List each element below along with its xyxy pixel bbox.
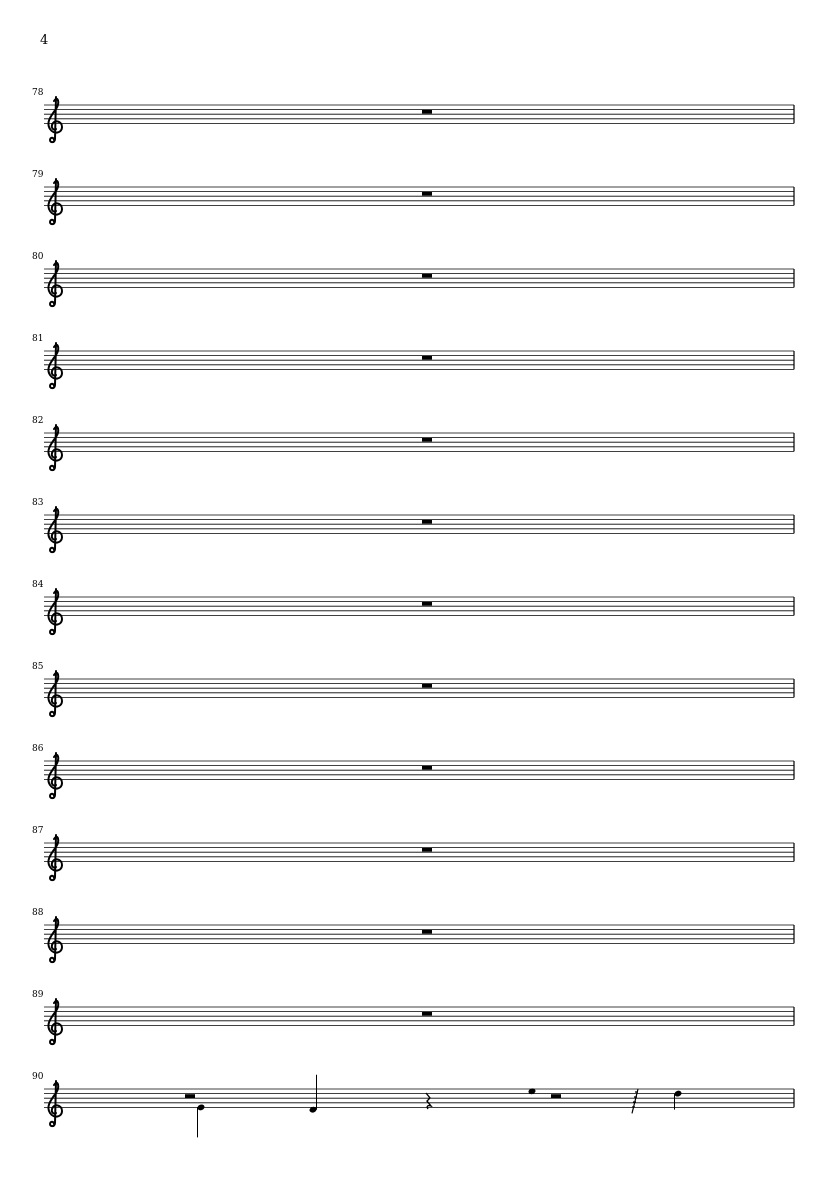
measure-number: 81	[32, 334, 44, 344]
staff	[0, 334, 835, 404]
measure-number: 82	[32, 416, 44, 426]
staff-system	[0, 580, 835, 650]
treble-clef-icon	[48, 999, 62, 1044]
staff	[0, 88, 835, 158]
whole-rest-icon	[422, 356, 432, 360]
measure-number: 85	[32, 662, 44, 672]
staff	[0, 252, 835, 322]
treble-clef-icon	[48, 425, 62, 470]
measure-number: 88	[32, 908, 44, 918]
measure-number: 79	[32, 170, 44, 180]
treble-clef-icon	[48, 261, 62, 306]
treble-clef-icon	[48, 589, 62, 634]
measure-number: 90	[32, 1072, 44, 1082]
sixty-fourth-rest-icon	[632, 1089, 638, 1113]
whole-rest-icon	[422, 848, 432, 852]
treble-clef-icon	[48, 753, 62, 798]
page-number: 4	[40, 33, 49, 48]
whole-rest-icon	[422, 274, 432, 278]
measure-number: 80	[32, 252, 44, 262]
staff-system	[0, 334, 835, 404]
staff-system	[0, 662, 835, 732]
measure-number: 89	[32, 990, 44, 1000]
whole-rest-icon	[422, 110, 432, 114]
measure-number: 83	[32, 498, 44, 508]
measure-number: 86	[32, 744, 44, 754]
staff-system	[0, 170, 835, 240]
treble-clef-icon	[48, 507, 62, 552]
treble-clef-icon	[48, 97, 62, 142]
treble-clef-icon	[48, 343, 62, 388]
staff-system	[0, 990, 835, 1060]
whole-rest-icon	[422, 1012, 432, 1016]
treble-clef-icon	[48, 671, 62, 716]
whole-rest-icon	[422, 766, 432, 770]
whole-rest-icon	[422, 930, 432, 934]
half-rest-icon	[185, 1094, 195, 1098]
treble-clef-icon	[48, 917, 62, 962]
staff-system	[0, 826, 835, 896]
half-rest-icon	[551, 1094, 561, 1098]
staff-system	[0, 498, 835, 568]
treble-clef-icon	[48, 179, 62, 224]
staff-system	[0, 88, 835, 158]
staff	[0, 170, 835, 240]
treble-clef-icon	[48, 835, 62, 880]
staff	[0, 990, 835, 1060]
staff	[0, 744, 835, 814]
whole-rest-icon	[422, 192, 432, 196]
staff-system	[0, 416, 835, 486]
measure-number: 87	[32, 826, 44, 836]
measure-number: 84	[32, 580, 44, 590]
staff	[0, 908, 835, 978]
staff	[0, 826, 835, 896]
whole-rest-icon	[422, 684, 432, 688]
staff-system	[0, 252, 835, 322]
staff-system	[0, 1072, 835, 1142]
staff-system	[0, 744, 835, 814]
measure-number: 78	[32, 88, 44, 98]
staff	[0, 498, 835, 568]
staff-system	[0, 908, 835, 978]
staff	[0, 416, 835, 486]
staff	[0, 662, 835, 732]
staff	[0, 580, 835, 650]
treble-clef-icon	[48, 1081, 62, 1126]
whole-rest-icon	[422, 520, 432, 524]
whole-rest-icon	[422, 438, 432, 442]
quarter-rest-icon	[426, 1093, 431, 1109]
staff	[0, 1072, 835, 1142]
whole-rest-icon	[422, 602, 432, 606]
